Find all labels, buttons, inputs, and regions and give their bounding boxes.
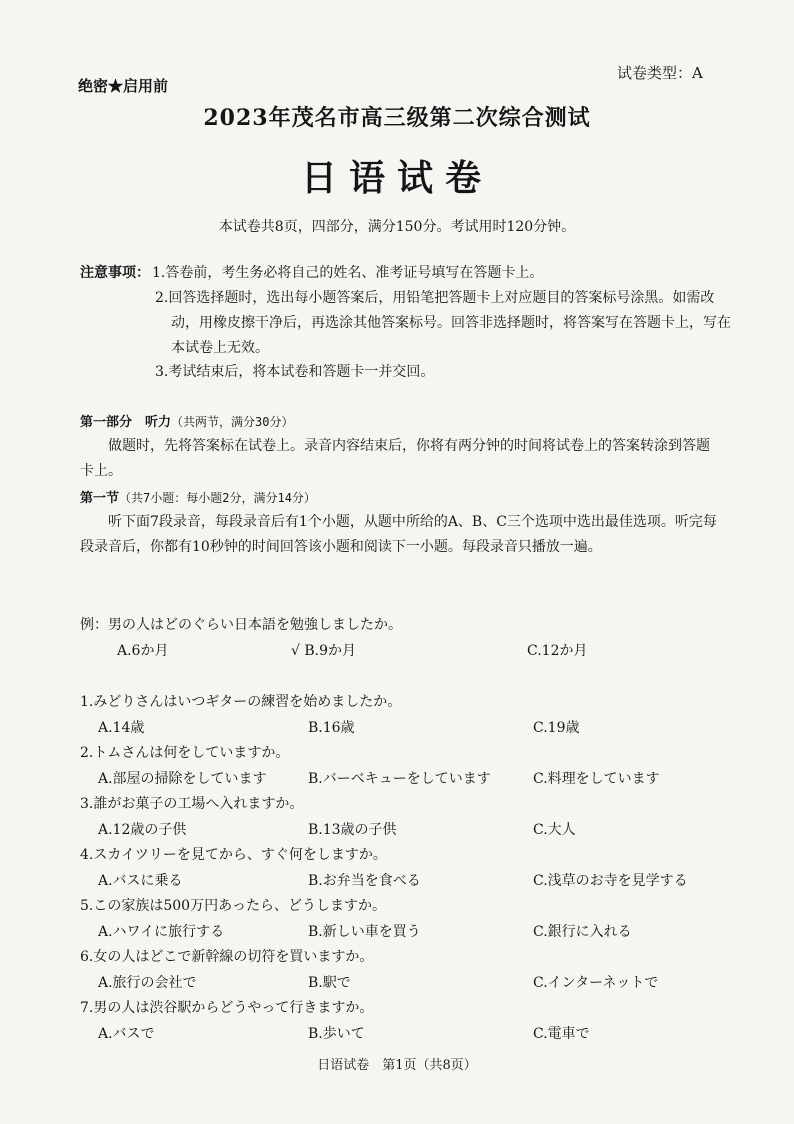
note-item: 2.回答选择题时，选出每小题答案后，用铅笔把答题卡上对应题目的答案标号涂黑。如需改动，用橡皮擦干净后，再选涂其他答案标号。回答非选择题时，将答案写在答题卡上，写在本试卷上无效。: [155, 290, 731, 356]
question-4-option-b[interactable]: B.お弁当を食べる: [308, 873, 421, 889]
question-1-option-b[interactable]: B.16歳: [308, 720, 355, 736]
example-option-b: √ B.9か月: [291, 643, 357, 659]
example-option-a: A.6か月: [117, 643, 169, 659]
question-2-option-b[interactable]: B.バーベキューをしています: [308, 771, 491, 787]
section1-heading-note: （共7小题：每小题2分，满分14分）: [119, 491, 316, 505]
note-item: 3.考试结束后，将本试卷和答题卡一并交回。: [155, 364, 435, 380]
question-4-option-a[interactable]: A.バスに乗る: [98, 873, 183, 889]
part1-heading-text: 第一部分 听力: [80, 415, 172, 430]
question-4-option-c[interactable]: C.浅草のお寺を見学する: [533, 873, 688, 889]
question-6: 6.女の人はどこで新幹線の切符を買いますか。: [80, 949, 374, 965]
exam-info: 本试卷共8页，四部分，满分150分。考试用时120分钟。: [218, 219, 576, 235]
section1-heading: [80, 487, 316, 506]
question-1-option-c[interactable]: C.19歳: [533, 720, 580, 736]
question-6-option-b[interactable]: B.駅で: [308, 975, 351, 991]
question-1-option-a[interactable]: A.14歳: [98, 720, 145, 736]
question-7: 7.男の人は渋谷駅からどうやって行きますか。: [80, 1000, 374, 1016]
question-5-option-c[interactable]: C.銀行に入れる: [533, 924, 632, 940]
question-3: 3.誰がお菓子の工場へ入れますか。: [80, 796, 304, 812]
subject-title: 日语试卷: [300, 157, 493, 199]
question-6-option-c[interactable]: C.インターネットで: [533, 975, 659, 991]
page-footer: 日语试卷 第1页（共8页）: [317, 1058, 477, 1073]
question-6-option-a[interactable]: A.旅行の会社で: [98, 975, 197, 991]
question-2: 2.トムさんは何をしていますか。: [80, 745, 290, 761]
question-4: 4.スカイツリーを見てから、すぐ何をしますか。: [80, 847, 387, 863]
example-option-c: C.12か月: [527, 643, 588, 659]
example-question: 例：男の人はどのぐらい日本語を勉強しましたか。: [80, 617, 402, 633]
question-5-option-a[interactable]: A.ハワイに旅行する: [98, 924, 225, 940]
section1-heading-text: 第一节: [80, 491, 120, 506]
note-item: 1.答卷前，考生务必将自己的姓名、准考证号填写在答题卡上。: [152, 265, 544, 281]
part1-heading: [80, 411, 293, 430]
part1-heading-note: （共两节，满分30分）: [171, 415, 294, 429]
paper-type: 试卷类型：A: [617, 64, 703, 82]
question-2-option-a[interactable]: A.部屋の掃除をしています: [98, 771, 267, 787]
question-5-option-b[interactable]: B.新しい車を買う: [308, 924, 421, 940]
exam-title: 2023年茂名市高三级第二次综合测试: [203, 105, 591, 131]
question-7-option-c[interactable]: C.電車で: [533, 1026, 590, 1042]
part1-instruction: 做题时，先将答案标在试卷上。录音内容结束后，你将有两分钟的时间将试卷上的答案转涂到答题卡上。: [80, 438, 710, 479]
notes-label: 注意事项：: [80, 265, 150, 281]
section1-instruction: 听下面7段录音，每段录音后有1个小题，从题中所给的A、B、C三个选项中选出最佳选项。听完每段录音后，你都有10秒钟的时间回答该小题和阅读下一小题。每段录音只播放一遍。: [80, 514, 717, 555]
question-5: 5.この家族は500万円あったら、どうしますか。: [80, 898, 386, 914]
question-1: 1.みどりさんはいつギターの練習を始めましたか。: [80, 694, 402, 710]
question-7-option-a[interactable]: A.バスで: [98, 1026, 155, 1042]
question-3-option-b[interactable]: B.13歳の子供: [308, 822, 397, 838]
question-2-option-c[interactable]: C.料理をしています: [533, 771, 660, 787]
question-3-option-a[interactable]: A.12歳の子供: [98, 822, 187, 838]
question-7-option-b[interactable]: B.歩いて: [308, 1026, 365, 1042]
confidential-mark: 绝密★启用前: [78, 77, 169, 95]
question-3-option-c[interactable]: C.大人: [533, 822, 576, 838]
